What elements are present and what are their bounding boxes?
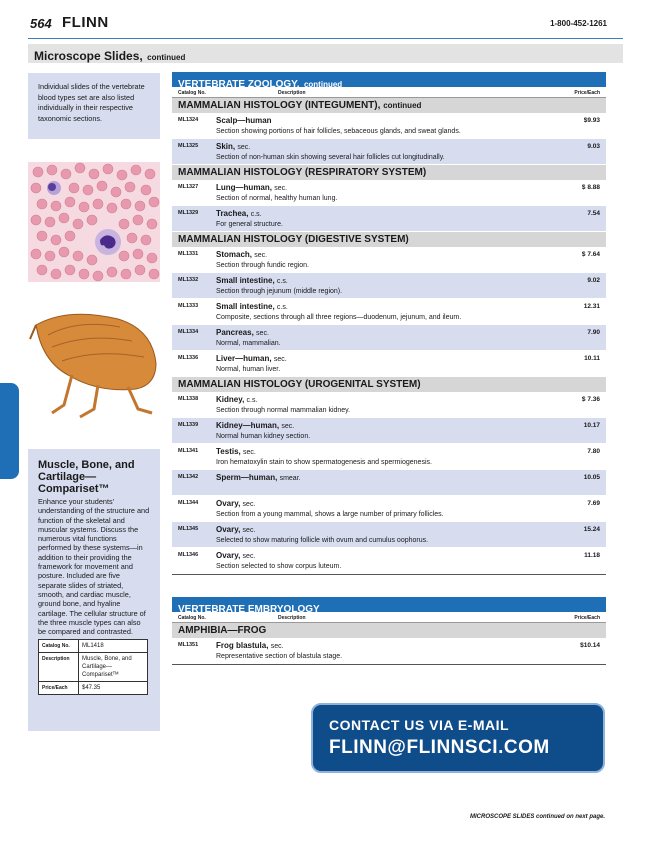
item-prep-type: sec.: [273, 356, 287, 363]
catalog-number: ML1333: [178, 303, 199, 309]
item-name: Kidney—human,: [216, 421, 280, 430]
catalog-number: ML1339: [178, 422, 199, 428]
item-name: Liver—human,: [216, 354, 272, 363]
item-description: Section showing portions of hair follicles, sebaceous glands, and sweat glands.: [216, 128, 461, 135]
item-name: Ovary,: [216, 525, 241, 534]
table-row: [172, 418, 606, 444]
item-price: 7.69: [587, 500, 600, 507]
catalog-number: ML1345: [178, 526, 199, 532]
item-name: Small intestine,: [216, 302, 275, 311]
item-name-line: [216, 354, 540, 365]
item-price: 10.17: [583, 422, 600, 429]
subhead-urogenital: MAMMALIAN HISTOLOGY (UROGENITAL SYSTEM): [172, 377, 606, 392]
table-row: [172, 206, 606, 232]
section-tab: [0, 383, 19, 479]
section-title-bar: [28, 44, 623, 63]
item-description-cell: [216, 276, 540, 298]
item-description-cell: [216, 421, 540, 443]
item-price: $ 7.36: [581, 396, 600, 403]
flea-image: [28, 305, 160, 420]
col-catalog: Catalog No.: [178, 615, 206, 621]
item-name: Ovary,: [216, 551, 241, 560]
table-row: [172, 247, 606, 273]
item-description-cell: [216, 354, 540, 376]
item-description-cell: [216, 551, 540, 573]
catalog-number: ML1334: [178, 329, 199, 335]
item-description: Section from a young mammal, shows a large number of primary follicles.: [216, 511, 444, 518]
table-row: [172, 139, 606, 165]
embryology-title-bar: [172, 597, 606, 615]
item-description: Section through fundic region.: [216, 262, 310, 269]
item-description-cell: [216, 116, 540, 138]
blood-smear-illustration: [28, 162, 160, 282]
item-description-cell: [216, 499, 540, 521]
item-name-line: [216, 142, 540, 153]
item-description: Selected to show maturing follicle with ovum and cumulus oophorus.: [216, 537, 429, 544]
item-name-line: [216, 473, 540, 484]
subhead-respiratory: MAMMALIAN HISTOLOGY (RESPIRATORY SYSTEM): [172, 165, 606, 180]
item-prep-type: c.s.: [276, 278, 288, 285]
col-price: Price/Each: [574, 615, 600, 621]
item-name-line: [216, 183, 540, 194]
item-description: For general structure.: [216, 221, 283, 228]
catalog-number: ML1344: [178, 500, 199, 506]
comparison-set-description: Enhance your students’ understanding of the structure and function of the skeletal and muscular systems. Discuss the numerous vital functions performed by these systems—in addition to their providing the framework for movement and posture. Included are five separate slides of striated, smooth, and cardiac muscle, ground bone, and hyaline cartilage. The cellular structure of the three muscle types can also be compared and contrasted.: [38, 497, 150, 637]
item-price: $10.14: [580, 642, 600, 649]
contact-heading: CONTACT US VIA E-MAIL: [329, 717, 510, 733]
blood-smear-image: [28, 162, 160, 282]
item-description-cell: [216, 525, 540, 547]
item-description: Normal human kidney section.: [216, 433, 311, 440]
sidebar-note: Individual slides of the vertebrate blood types set are also listed individually in their respective taxonomic sections.: [28, 73, 160, 139]
phone-number: 1-800-452-1261: [550, 19, 607, 28]
item-name-line: [216, 395, 540, 406]
subhead-continued: continued: [383, 101, 422, 110]
item-description: Section of normal, healthy human lung.: [216, 195, 338, 202]
item-description-cell: [216, 302, 540, 324]
subhead-title: MAMMALIAN HISTOLOGY (INTEGUMENT),: [178, 100, 381, 111]
table-row: [172, 180, 606, 206]
item-name: Kidney,: [216, 395, 245, 404]
item-description: Section of non-human skin showing several hair follicles cut longitudinally.: [216, 154, 445, 161]
item-name: Sperm—human,: [216, 473, 278, 482]
item-price: 7.80: [587, 448, 600, 455]
col-description: Description: [278, 90, 306, 96]
comparison-set-box: [28, 449, 160, 731]
comparison-set-table: [38, 639, 148, 695]
item-price: 10.05: [583, 474, 600, 481]
item-prep-type: sec.: [270, 643, 284, 650]
item-name-line: [216, 302, 540, 313]
section-continued: continued: [147, 53, 186, 62]
item-name-line: [216, 250, 540, 261]
catalog-number: ML1342: [178, 474, 199, 480]
brand-logo: FLINN: [62, 14, 109, 31]
item-price: 7.54: [587, 210, 600, 217]
catalog-number: ML1338: [178, 396, 199, 402]
item-price: 12.31: [583, 303, 600, 310]
item-name-line: [216, 209, 540, 220]
zoology-title-bar: [172, 72, 606, 90]
page-number: 564: [30, 16, 52, 31]
item-prep-type: sec.: [242, 527, 256, 534]
item-description-cell: [216, 209, 540, 231]
section-end-rule: [172, 664, 606, 665]
catalog-number: ML1346: [178, 552, 199, 558]
item-name: Skin,: [216, 142, 236, 151]
item-price: 7.90: [587, 329, 600, 336]
zoology-continued: continued: [303, 80, 343, 89]
item-name: Trachea,: [216, 209, 249, 218]
catalog-number: ML1324: [178, 117, 199, 123]
product-list: [172, 247, 606, 377]
product-list: [172, 113, 606, 165]
item-description: Normal, human liver.: [216, 366, 281, 373]
item-name-line: [216, 421, 540, 432]
item-description-cell: [216, 183, 540, 205]
item-description: Section through normal mammalian kidney.: [216, 407, 351, 414]
catalog-label: Catalog No.: [39, 640, 79, 653]
item-description-cell: [216, 447, 540, 469]
table-row: [172, 325, 606, 351]
product-list: [172, 638, 606, 664]
item-price: 11.18: [584, 552, 600, 559]
item-price: $ 7.64: [581, 251, 600, 258]
catalog-number: ML1329: [178, 210, 199, 216]
item-name: Testis,: [216, 447, 241, 456]
zoology-section: [172, 72, 606, 575]
contact-email-link[interactable]: FLINN@FLINNSCI.COM: [329, 737, 550, 758]
table-row: [172, 113, 606, 139]
table-row: [172, 638, 606, 664]
catalog-number: ML1331: [178, 251, 199, 257]
item-description: Iron hematoxylin stain to show spermatogenesis and spermiogenesis.: [216, 459, 432, 466]
catalog-number: ML1332: [178, 277, 199, 283]
item-description-cell: [216, 328, 540, 350]
table-row: [172, 273, 606, 299]
item-name: Scalp—human: [216, 116, 272, 125]
section-end-rule: [172, 574, 606, 575]
flea-illustration: [28, 305, 160, 420]
item-description-cell: [216, 641, 540, 663]
item-prep-type: sec.: [242, 449, 256, 456]
item-prep-type: sec.: [242, 501, 256, 508]
item-price: $ 8.88: [581, 184, 600, 191]
subhead-amphibia: AMPHIBIA—FROG: [172, 623, 606, 638]
item-description: Normal, mammalian.: [216, 340, 281, 347]
table-row: [172, 299, 606, 325]
item-name-line: [216, 641, 540, 652]
footer-note: MICROSCOPE SLIDES continued on next page.: [469, 814, 605, 820]
zoology-title: VERTEBRATE ZOOLOGY,: [178, 79, 300, 90]
table-row: [172, 470, 606, 496]
item-prep-type: c.s.: [276, 304, 288, 311]
embryology-title: VERTEBRATE EMBRYOLOGY: [178, 604, 320, 615]
table-row: [172, 351, 606, 377]
catalog-number: ML1351: [178, 642, 199, 648]
item-prep-type: sec.: [274, 185, 288, 192]
comparison-set-title: Muscle, Bone, and Cartilage— Compariset™: [38, 459, 135, 495]
item-prep-type: sec.: [254, 252, 268, 259]
table-row: [172, 444, 606, 470]
item-prep-type: sec.: [237, 144, 251, 151]
item-description-cell: [216, 473, 540, 495]
item-description-cell: [216, 142, 540, 164]
item-name-line: [216, 276, 540, 287]
item-description-cell: [216, 395, 540, 417]
item-description: Representative section of blastula stage.: [216, 653, 343, 660]
product-list: [172, 180, 606, 232]
embryology-section: [172, 597, 606, 665]
item-name-line: [216, 499, 540, 510]
item-name: Ovary,: [216, 499, 241, 508]
item-price: 9.03: [587, 143, 600, 150]
col-price: Price/Each: [574, 90, 600, 96]
subhead-integument: [172, 98, 606, 113]
item-prep-type: sec.: [256, 330, 269, 337]
item-name-line: [216, 328, 540, 339]
col-catalog: Catalog No.: [178, 90, 206, 96]
item-name: Stomach,: [216, 250, 253, 259]
col-description: Description: [278, 615, 306, 621]
item-name-line: [216, 551, 540, 562]
catalog-value: ML1418: [79, 640, 148, 653]
item-name-line: [216, 116, 540, 127]
item-prep-type: c.s.: [250, 211, 262, 218]
price-value: $47.35: [79, 682, 148, 695]
catalog-number: ML1336: [178, 355, 199, 361]
item-name: Lung—human,: [216, 183, 272, 192]
subhead-digestive: MAMMALIAN HISTOLOGY (DIGESTIVE SYSTEM): [172, 232, 606, 247]
table-row: [172, 496, 606, 522]
item-name: Frog blastula,: [216, 641, 269, 650]
product-list: [172, 392, 606, 574]
table-row: [172, 392, 606, 418]
description-label: Description: [39, 653, 79, 682]
catalog-number: ML1341: [178, 448, 199, 454]
item-prep-type: sec.: [281, 423, 295, 430]
table-row: [172, 548, 606, 574]
item-description: Composite, sections through all three regions—duodenum, jejunum, and ileum.: [216, 314, 462, 321]
item-price: 10.11: [584, 355, 600, 362]
description-value: Muscle, Bone, and Cartilage— Comparisetᵀᴹ: [79, 653, 148, 682]
contact-box: [311, 703, 605, 773]
item-description: Section selected to show corpus luteum.: [216, 563, 342, 570]
table-row: [172, 522, 606, 548]
item-name-line: [216, 525, 540, 536]
price-label: Price/Each: [39, 682, 79, 695]
catalog-number: ML1327: [178, 184, 199, 190]
item-name: Small intestine,: [216, 276, 275, 285]
item-prep-type: smear.: [279, 475, 301, 482]
catalog-number: ML1325: [178, 143, 199, 149]
header-rule: [28, 38, 623, 39]
section-title: Microscope Slides,: [34, 49, 143, 63]
item-description: Section through jejunum (middle region).: [216, 288, 343, 295]
item-price: $9.93: [583, 117, 600, 124]
item-prep-type: c.s.: [246, 397, 258, 404]
item-name: Pancreas,: [216, 328, 254, 337]
item-name-line: [216, 447, 540, 458]
item-price: 15.24: [583, 526, 600, 533]
item-description-cell: [216, 250, 540, 272]
item-price: 9.02: [587, 277, 600, 284]
item-prep-type: sec.: [242, 553, 256, 560]
